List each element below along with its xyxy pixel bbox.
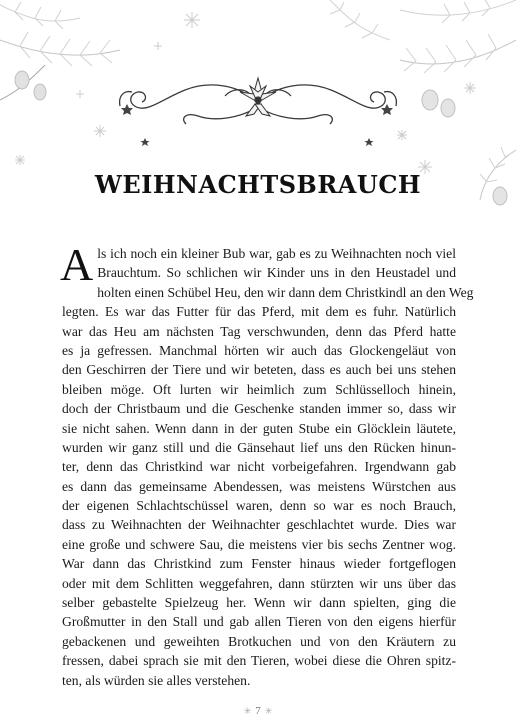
star-icon: ✳ (243, 706, 252, 716)
page-footer (0, 705, 516, 717)
text-line: legten. Es war das Futter für das Pferd, mit dem es fuhr. Natürlich (62, 304, 456, 320)
text-line: wurden wir ganz still und die Gänsehaut lief uns den Rücken hinun- (62, 439, 456, 455)
flourish-ornament-icon (120, 78, 397, 124)
text-line: fressen, dabei sprach sie mit den Tieren, wobei diese die Ohren spitz- (62, 653, 456, 669)
text-line: eine große und schwere Sau, die meistens vier bis sechs Zentner wog. (62, 536, 456, 552)
text-line: dass zu Weihnachten der Weihnachter geschlachtet wurde. Dies war (62, 517, 456, 533)
text-line: es dann das gemeinsame Abendessen, was meistens Würstchen aus (62, 478, 456, 494)
star-icon: ✳ (264, 706, 273, 716)
text-line: ls ich noch ein kleiner Bub war, gab es zu Weihnachten noch viel (97, 246, 456, 261)
text-line: holten einen Schübel Heu, den wir dann dem Christkindl an den Weg (97, 284, 474, 300)
drop-cap: A (60, 239, 94, 290)
text-line: ter, denn das Christkind war nicht vorbeigefahren. Irgendwann gab (62, 459, 456, 475)
text-line: sie nicht sahen. Wenn dann in der guten Stube ein Glöcklein läutete, (62, 420, 456, 436)
text-line: oder mit dem Schlitten weggefahren, dann stürzten wir uns über das (62, 575, 456, 591)
text-line: Großmutter in den Stall und gab allen Tieren von den eigens hierfür (62, 614, 456, 630)
text-line: ten, als würden sie alles verstehen. (62, 672, 251, 688)
text-line: gebackenen und geweihten Brotkuchen und von den Kräutern zu (62, 633, 456, 649)
text-line: Brauchtum. So schlichen wir Kinder uns in den Heustadel und (97, 265, 456, 281)
page-title: WEIHNACHTSBRAUCH (94, 170, 422, 199)
page-number: 7 (255, 705, 261, 717)
text-line: selber gebastelte Spielzeug her. Wenn wir dann spielten, ging die (62, 595, 456, 611)
text-line: doch der Christbaum und die Geschenke standen immer so, dass wir (62, 401, 456, 417)
story-text (60, 239, 474, 690)
text-line: der eigenen Schlachtschüssel waren, denn so war es noch Brauch, (62, 498, 456, 514)
text-line: bleiben möge. Oft lurten wir heimlich zum Schlüsselloch hinein, (62, 381, 456, 397)
text-line: es ja gefressen. Manchmal hörten wir auch das Glockengeläut von (62, 342, 456, 358)
text-line: den Geschirren der Tiere und wir beteten, dass es auch bei uns stehen (62, 362, 456, 378)
text-line: War dann das Christkind zum Fenster hinaus wieder fortgeflogen (62, 556, 456, 572)
text-line: war das Heu am nächsten Tag verschwunden, denn das Pferd hatte (62, 323, 456, 339)
